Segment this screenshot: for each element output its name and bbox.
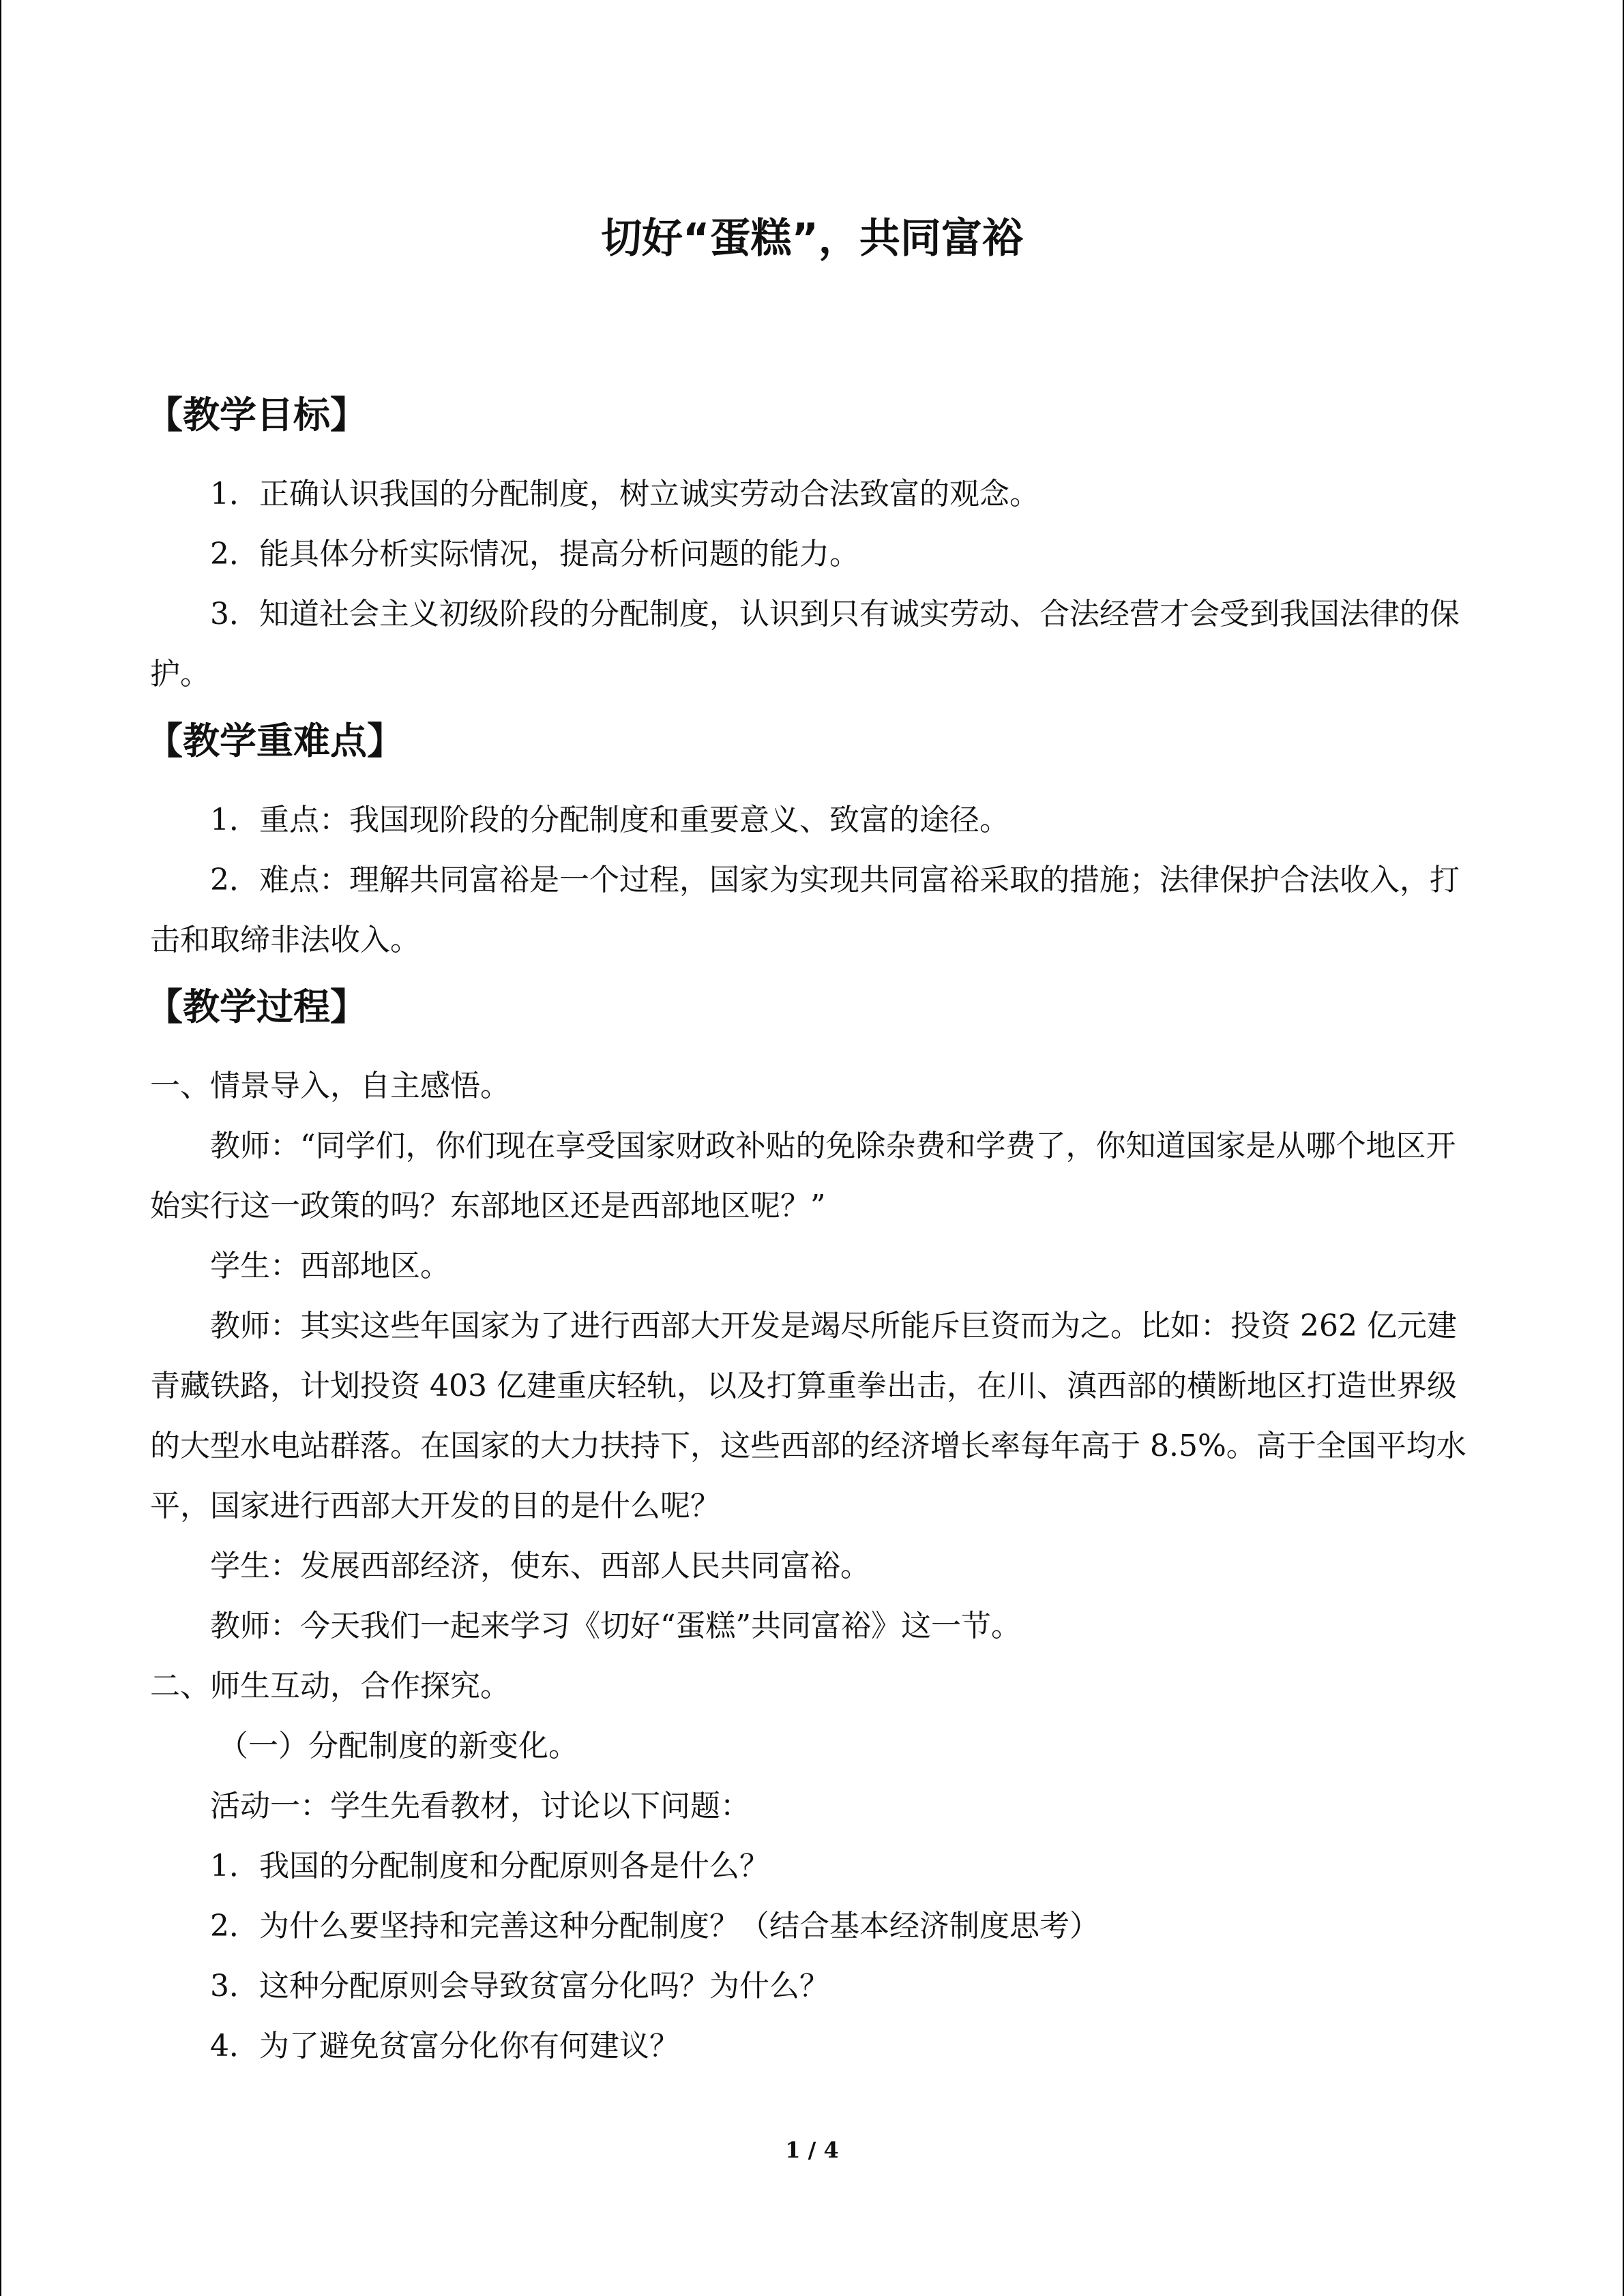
subsection-title: （一）分配制度的新变化。	[218, 1729, 578, 1763]
page-number: 1 / 4	[785, 2137, 839, 2163]
key-point-item: 2．难点：理解共同富裕是一个过程，国家为实现共同富裕采取的措施；法律保护合法收入，打击和取缔非法收入。	[150, 863, 1460, 957]
document-title: 切好“蛋糕”，共同富裕	[601, 215, 1023, 263]
dialogue-paragraph: 学生：发展西部经济，使东、西部人民共同富裕。	[210, 1549, 870, 1583]
section-heading-key-points: 【教学重难点】	[146, 719, 404, 762]
key-point-item: 1．重点：我国现阶段的分配制度和重要意义、致富的途径。	[210, 803, 1009, 837]
section-heading-process: 【教学过程】	[146, 985, 367, 1028]
dialogue-paragraph: 教师：今天我们一起来学习《切好“蛋糕”共同富裕》这一节。	[210, 1609, 1021, 1643]
question-item: 2．为什么要坚持和完善这种分配制度？（结合基本经济制度思考）	[210, 1909, 1099, 1943]
objective-item: 3．知道社会主义初级阶段的分配制度，认识到只有诚实劳动、合法经营才会受到我国法律的保护。	[150, 597, 1460, 691]
left-border	[0, 0, 1, 2296]
process-part-title: 一、情景导入，自主感悟。	[150, 1069, 510, 1103]
dialogue-paragraph: 教师：其实这些年国家为了进行西部大开发是竭尽所能斥巨资而为之。比如：投资 262 亿元建青藏铁路，计划投资 403 亿建重庆轻轨，以及打算重拳出击，在川、滇西部的横断地区打造世界级的大型水电站群落。在国家的大力扶持下，这些西部的经济增长率每年高于 8.5%。高于全国平均水平，国家进行西部大开发的目的是什么呢？	[150, 1309, 1466, 1523]
question-item: 4．为了避免贫富分化你有何建议？	[210, 2029, 679, 2063]
dialogue-paragraph: 学生：西部地区。	[210, 1249, 450, 1283]
activity-intro: 活动一：学生先看教材，讨论以下问题：	[210, 1789, 750, 1823]
document-body	[146, 378, 1477, 2076]
question-item: 1．我国的分配制度和分配原则各是什么？	[210, 1849, 769, 1883]
section-heading-objectives: 【教学目标】	[146, 393, 367, 436]
objective-item: 2．能具体分析实际情况，提高分析问题的能力。	[210, 537, 859, 571]
process-part-title: 二、师生互动，合作探究。	[150, 1669, 510, 1703]
dialogue-paragraph: 教师：“同学们，你们现在享受国家财政补贴的免除杂费和学费了，你知道国家是从哪个地区开始实行这一政策的吗？东部地区还是西部地区呢？”	[150, 1129, 1456, 1223]
objective-item: 1．正确认识我国的分配制度，树立诚实劳动合法致富的观念。	[210, 477, 1039, 511]
question-item: 3．这种分配原则会导致贫富分化吗？为什么？	[210, 1969, 829, 2003]
